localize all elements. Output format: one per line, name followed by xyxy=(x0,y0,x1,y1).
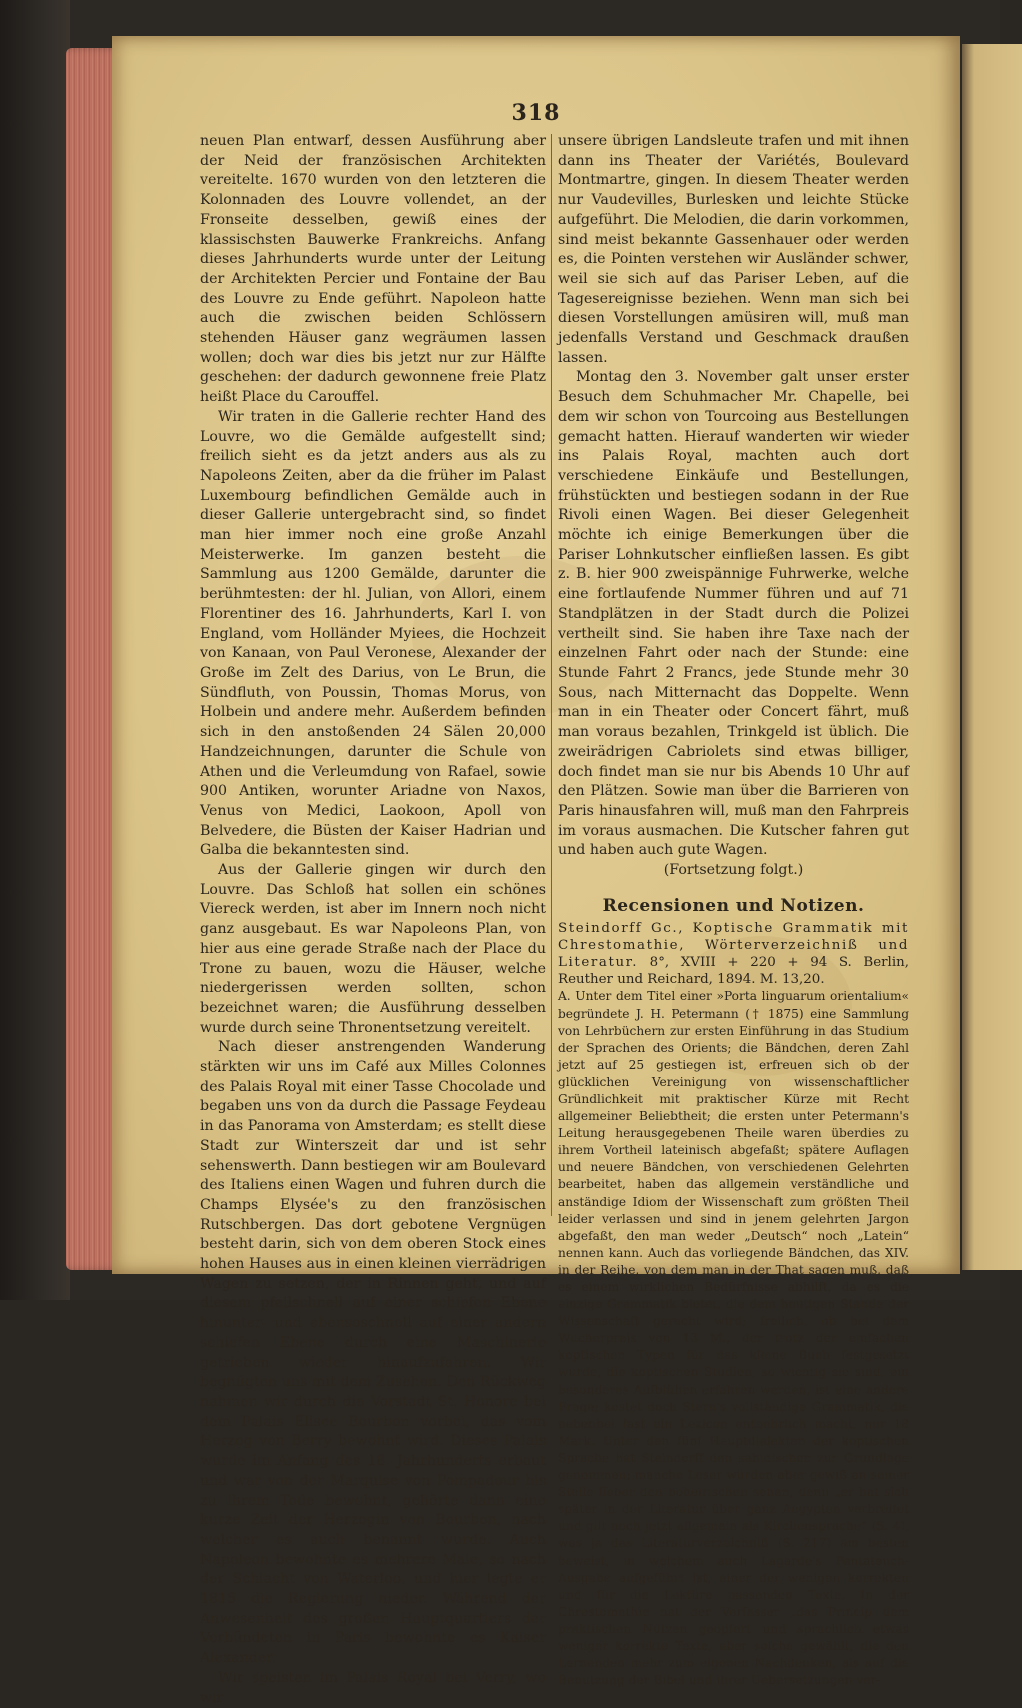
review-body: A. Unter dem Titel einer »Porta linguarum orientalium« begründete J. H. Petermann († 1875) eine Sammlung von Lehrbüchern zur ersten Einführung in das Studium der Sprachen des Orients; die Bändchen, deren Zahl jetzt auf 25 gestiegen ist, erfreuen sich ob der glücklichen Vereinigung von wissenschaftlicher Gründlichkeit mit praktischer Kürze mit Recht allgemeiner Beliebtheit; die ersten unter Petermann's Leitung herausgegebenen Theile waren überdies zu ihrem Vortheil lateinisch abgefaßt; spätere Auflagen und neuere Bändchen, von verschiedenen Gelehrten bearbeitet, haben das allgemein verständliche und anständige Idiom der Wissenschaft zum größten Theil leider verlassen und sind in jenem gelehrten Jargon abgefaßt, den man weder „Deutsch“ noch „Latein“ nennen kann. Auch das vorliegende Bändchen, das XIV. in der Reihe, von dem man in der That sagen muß, daß es einem wirklichen Bedürfnisse abhilft, da es die einzige Grammatik bietet, die dem heutigen Stande der Wissenschaft gerecht wird; freilich, ob bei dem Wucherpreis von 13 M., der trotz der einfachen koptischen Typen für das kleine Buch festgesetzt wurde, die koptischen Studien, so wichtig sie sind, ein besonderes Aufblühen erfahren werden, ist eine andere Frage; kostet doch Stern's vollständige Grammatik, die nebenbei fast ein Lexicon entbehrlich macht, nur 18 Mark. Unter den fünf Hauptdialekten der koptischen Sprache hat Steindorff den sahidischen zur Grundlage genommen; manche Leser würden aber gewiß an seiner Stelle lieber den boheirischen sehen, denn „er hat sich später in der Literatur über ganz Aegypten verbreitet und gilt noch jetzt allgemein als Kirchensprache“ (S. 4), was ja das Literaturverzeichniß (S. 217) am besten beweist, in welchem auch Lagarde's Pentateuch-Ausgabe aufgeführt ist, einer der wenigen korrekten und für die Lektüre passenden Texte. In der Chrestomathie hat der Verfasser „das Princip dem praktischen Nutzen geopfert und sprachlich etwas weniger korrekte Texte, aber solche gewählt, die den Lernenden mehr zum eigenen Nachdenken, als auf die Benutzung der Bibel und ihrer Uebersetzungen ver- xyxy=(558,989,909,1688)
paragraph: Wir traten in die Gallerie rechter Hand des Louvre, wo die Gemälde aufgestellt sind; freilich sieht es da jetzt anders aus als zu Napoleons Zeiten, aber da die früher im Palast Luxembourg befindlichen Gemälde auch in dieser Gallerie untergebracht sind, so findet man hier immer noch eine große Anzahl Meisterwerke. Im ganzen besteht die Sammlung aus 1200 Gemälde, darunter die berühmtesten: der hl. Julian, von Allori, einem Florentiner des 16. Jahrhunderts, Karl I. von England, vom Holländer Myiees, die Hochzeit von Kanaan, von Paul Veronese, Alexander der Große im Zelt des Darius, von Le Brun, die Sündfluth, von Poussin, Thomas Morus, von Holbein und andere mehr. Außerdem befinden sich in den anstoßenden 24 Sälen 20,000 Handzeichnungen, darunter die Schule von Athen und die Verleumdung von Rafael, sowie 900 Antiken, worunter Ariadne von Naxos, Venus von Medici, Laokoon, Apoll von Belvedere, die Büsten der Kaiser Hadrian und Galba die bekanntesten sind. xyxy=(200,408,546,859)
paragraph: Wir speisten im Palais Royal bei Verry, wo wir xyxy=(200,1669,546,1706)
section-heading: Recensionen und Notizen. xyxy=(602,895,865,916)
review-title-details: 8°, XVIII + 220 + 94 S. Berlin, Reuther und Reichard, 1894. M. 13,20. xyxy=(558,955,909,988)
continuation-note: (Fortsetzung folgt.) xyxy=(663,862,804,879)
right-text-column xyxy=(558,132,909,1689)
next-page-edge xyxy=(962,44,1022,1270)
review-title xyxy=(558,920,909,988)
left-text-column xyxy=(200,132,546,1708)
column-divider xyxy=(551,134,552,1216)
review-title-book: Steindorff Gc., Koptische Grammatik mit Chrestomathie, Wörterverzeichniß und Literatur. xyxy=(558,921,909,971)
paragraph: Nach dieser anstrengenden Wanderung stärkten wir uns im Café aux Milles Colonnes des Palais Royal mit einer Tasse Chocolade und begaben uns von da durch die Passage Feydeau in das Panorama von Amsterdam; es stellt diese Stadt zur Winterszeit dar und ist sehr sehenswerth. Dann bestiegen wir am Boulevard des Italiens einen Wagen und fuhren durch die Champs Elysée's zu den französischen Rutschbergen. Das dort gebotene Vergnügen besteht darin, sich von dem oberen Stock eines hohen Hauses aus in einen kleinen vierrädrigen Wagen zu setzen, der in Rinnen geht, und auf diesem pfeilschnell auf einer schiefen Ebene hinunter- und ebensoschnell auf einer andern schiefen Ebene durch eine Maschinerie getrieben wieder hinaufzufahren. Wir begnügten uns mit dem Zusehen. Den Rückweg nahmen wir durch die Vorstadt St. Honore bei dem Palais Elisee Bourbon vorbei, das vom Herzog von Berry bewohnt wird. Dieses Palais wurde im Anfang des 18. Jahrhunderts erbaut und war von der Marquise von Pompadour bis zu ihrem Tode bewohnt, gehörte dann eine kurze Zeit der Herzogin von Bourbon, nach welcher es auch benannt wurde. Auch Napoleon bewohnte es mehrere Male, so nach der Schlacht von Waterloo, und hier legte er 1815 die Regierung nieder. Während der Anwesenheit des großen Hauptquartiers der Verbündeten in Paris bewohnte es Kaiser Alexander. xyxy=(200,1039,546,1667)
paragraph: Montag den 3. November galt unser erster Besuch dem Schuhmacher Mr. Chapelle, bei dem wir schon von Tourcoing aus Bestellungen gemacht hatten. Hierauf wanderten wir wieder ins Palais Royal, machten auch dort verschiedene Einkäufe und Bestellungen, frühstückten und bestiegen sodann in der Rue Rivoli einen Wagen. Bei dieser Gelegenheit möchte ich einige Bemerkungen über die Pariser Lohnkutscher einfließen lassen. Es gibt z. B. hier 900 zweispännige Fuhrwerke, welche eine fortlaufende Nummer führen und auf 71 Standplätzen in der Stadt durch die Polizei vertheilt sind. Sie haben ihre Taxe nach der einzelnen Fahrt oder nach der Stunde: eine Stunde Fahrt 2 Francs, jede Stunde mehr 30 Sous, nach Mitternacht das Doppelte. Wenn man in ein Theater oder Concert fährt, muß man voraus bezahlen, Trinkgeld ist üblich. Die zweirädrigen Cabriolets sind etwas billiger, doch findet man sie nur bis Abends 10 Uhr auf den Plätzen. Sowie man über die Barrieren von Paris hinausfahren will, muß man den Fahrpreis im voraus ausmachen. Die Kutscher fahren gut und haben auch gute Wagen. xyxy=(558,369,909,859)
paragraph: unsere übrigen Landsleute trafen und mit ihnen dann ins Theater der Variétés, Boulevard Montmartre, gingen. In diesem Theater werden nur Vaudevilles, Burlesken und leichte Stücke aufgeführt. Die Melodien, die darin vorkommen, sind meist bekannte Gassenhauer oder werden es, die Pointen verstehen wir Ausländer schwer, weil sie sich auf das Pariser Leben, auf die Tagesereignisse beziehen. Wenn man sich bei diesen Vorstellungen amüsiren will, muß man jedenfalls Verstand und Geschmack draußen lassen. xyxy=(558,133,909,366)
page-number: 318 xyxy=(511,100,561,126)
book-page xyxy=(112,36,960,1706)
paragraph: neuen Plan entwarf, dessen Ausführung aber der Neid der französischen Architekten vereitelte. 1670 wurden von den letzteren die Kolonnaden des Louvre vollendet, an der Fronseite desselben, gewiß eines der klassischsten Bauwerke Frankreichs. Anfang dieses Jahrhunderts wurde unter der Leitung der Architekten Percier und Fontaine der Bau des Louvre zu Ende geführt. Napoleon hatte auch die zwischen beiden Schlössern stehenden Häuser ganz wegräumen lassen wollen; doch war dies bis jetzt nur zur Hälfte geschehen: der dadurch gewonnene freie Platz heißt Place du Carouffel. xyxy=(200,133,546,406)
book-cover-board xyxy=(0,0,70,1300)
paragraph: Aus der Gallerie gingen wir durch den Louvre. Das Schloß hat sollen ein schönes Viereck werden, ist aber im Innern noch nicht ganz ausgebaut. Es war Napoleons Plan, von hier aus eine gerade Straße nach der Place du Trone zu bauen, wozu die Häuser, welche niedergerissen werden sollten, schon bezeichnet waren; die Ausführung desselben wurde durch seine Thronentsetzung vereitelt. xyxy=(200,862,546,1036)
